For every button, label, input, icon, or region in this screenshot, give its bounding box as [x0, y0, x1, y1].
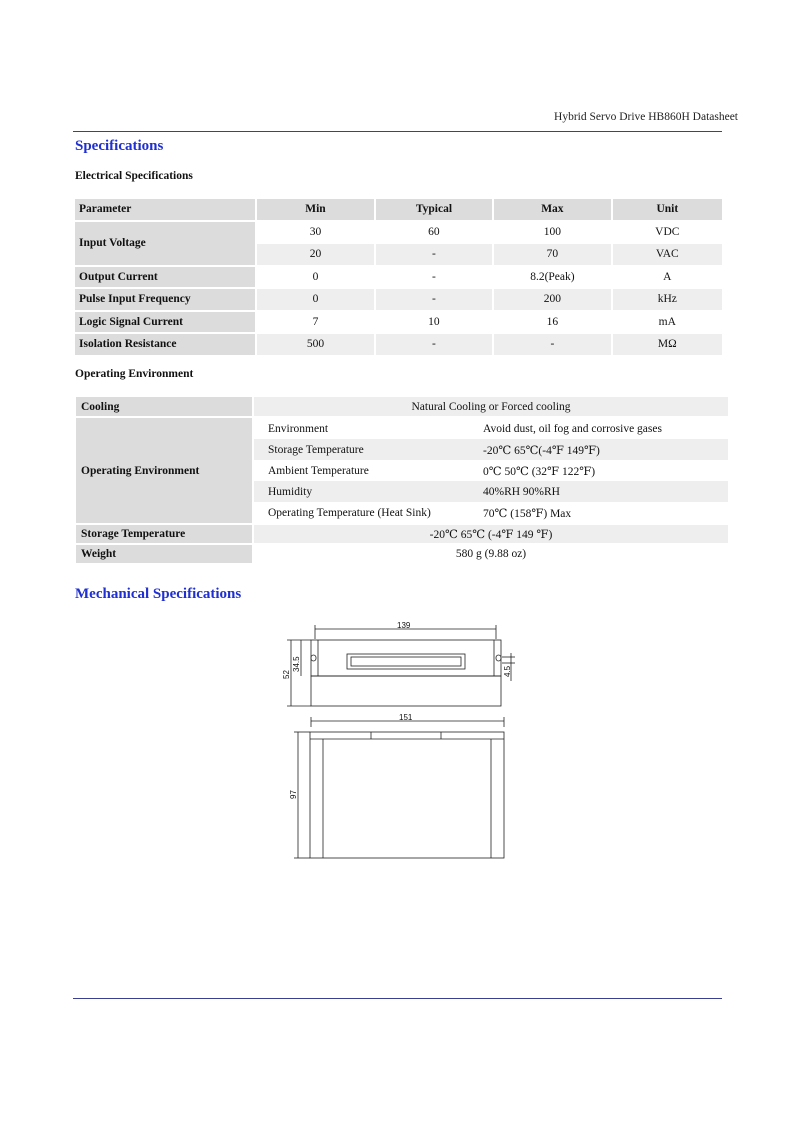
op-env-name: Environment: [268, 422, 329, 435]
op-env-value: 0℃ 50℃ (32℉ 122℉): [483, 465, 596, 478]
param-cell: Pulse Input Frequency: [75, 289, 255, 310]
param-cell: Input Voltage: [75, 222, 255, 265]
min-cell: 20: [257, 244, 373, 265]
list-item: [254, 460, 728, 481]
cooling-label: Cooling: [76, 397, 252, 416]
table-row: [75, 312, 722, 333]
typ-cell: 60: [428, 225, 440, 238]
op-env-value: 40%RH 90%RH: [483, 485, 560, 498]
column-header: Max: [494, 199, 610, 220]
column-header: Min: [257, 199, 373, 220]
min-cell: 30: [309, 225, 322, 238]
table-row: [76, 525, 728, 543]
op-env-subtable: [254, 418, 728, 523]
min-cell: 0: [312, 270, 319, 283]
table-row: [76, 418, 728, 523]
op-env-value: -20℃ 65℃(-4℉ 149℉): [483, 444, 600, 457]
op-env-name: Storage Temperature: [268, 443, 364, 456]
display-window: [347, 654, 465, 669]
typ-cell: -: [376, 334, 492, 355]
operating-environment-heading: Operating Environment: [75, 368, 194, 380]
display-window-inner: [351, 657, 461, 666]
mechanical-drawing: [278, 615, 518, 865]
mechanical-specifications-heading: Mechanical Specifications: [75, 586, 242, 602]
param-cell: Logic Signal Current: [75, 312, 255, 333]
weight-value: 580 g (9.88 oz): [455, 548, 527, 560]
table-row: [76, 545, 728, 563]
unit-cell: VDC: [655, 225, 680, 238]
op-env-name: Ambient Temperature: [268, 464, 369, 477]
list-item: [254, 418, 728, 439]
op-env-name: Operating Temperature (Heat Sink): [268, 506, 431, 519]
dim-bottom-width: 151: [399, 713, 413, 722]
operating-environment-details: [254, 418, 728, 523]
mount-slot-left: [311, 655, 316, 661]
min-cell: 0: [257, 289, 373, 310]
max-cell: 8.2(Peak): [530, 270, 575, 283]
unit-cell: mA: [658, 315, 676, 328]
dim-top-width: 139: [397, 621, 411, 630]
dim-height: 52: [282, 670, 291, 679]
param-cell: Isolation Resistance: [75, 334, 255, 355]
op-env-value: 70℃ (158℉) Max: [483, 507, 572, 520]
document-header: Hybrid Servo Drive HB860H Datasheet: [554, 111, 738, 123]
table-row: [75, 267, 722, 288]
storage-temperature-label: Storage Temperature: [76, 525, 252, 543]
max-cell: 200: [494, 289, 610, 310]
operating-environment-table: [74, 395, 730, 565]
mount-slot-right: [496, 655, 501, 661]
electrical-specifications-heading: Electrical Specifications: [75, 170, 193, 182]
electrical-spec-table: [73, 197, 724, 357]
top-view-body: [311, 676, 501, 706]
max-cell: 100: [543, 225, 561, 238]
column-header: Parameter: [75, 199, 255, 220]
max-cell: 70: [494, 244, 610, 265]
header-rule: [73, 131, 722, 132]
min-cell: 500: [257, 334, 373, 355]
max-cell: -: [494, 334, 610, 355]
column-header: Typical: [376, 199, 492, 220]
weight-label: Weight: [76, 545, 252, 563]
front-view-outline: [310, 732, 504, 858]
max-cell: 16: [546, 315, 559, 328]
unit-cell: A: [663, 270, 672, 283]
op-env-value: Avoid dust, oil fog and corrosive gases: [483, 422, 662, 435]
footer-rule: [73, 998, 722, 999]
table-row: [75, 222, 722, 243]
cooling-value: Natural Cooling or Forced cooling: [254, 397, 728, 416]
typ-cell: -: [432, 270, 436, 283]
storage-temperature-value: -20℃ 65℃ (-4℉ 149 ℉): [254, 525, 728, 543]
specifications-heading: Specifications: [75, 138, 164, 154]
list-item: [254, 481, 728, 502]
unit-cell: MΩ: [613, 334, 722, 355]
top-view-outline: [311, 640, 501, 676]
dim-depth: 97: [289, 790, 298, 799]
dim-slot: 4.5: [503, 665, 512, 677]
unit-cell: kHz: [613, 289, 722, 310]
table-header-row: [75, 199, 722, 220]
min-cell: 7: [312, 315, 319, 328]
param-cell: Output Current: [75, 267, 255, 288]
operating-environment-label: Operating Environment: [76, 418, 252, 523]
typ-cell: -: [376, 244, 492, 265]
table-row: [75, 334, 722, 355]
unit-cell: VAC: [613, 244, 722, 265]
dim-height-inner: 34.5: [292, 656, 301, 672]
op-env-name: Humidity: [268, 485, 313, 498]
column-header: Unit: [613, 199, 722, 220]
list-item: [254, 439, 728, 460]
list-item: [254, 502, 728, 523]
table-row: [76, 397, 728, 416]
typ-cell: 10: [428, 315, 440, 328]
table-row: [75, 289, 722, 310]
typ-cell: -: [376, 289, 492, 310]
